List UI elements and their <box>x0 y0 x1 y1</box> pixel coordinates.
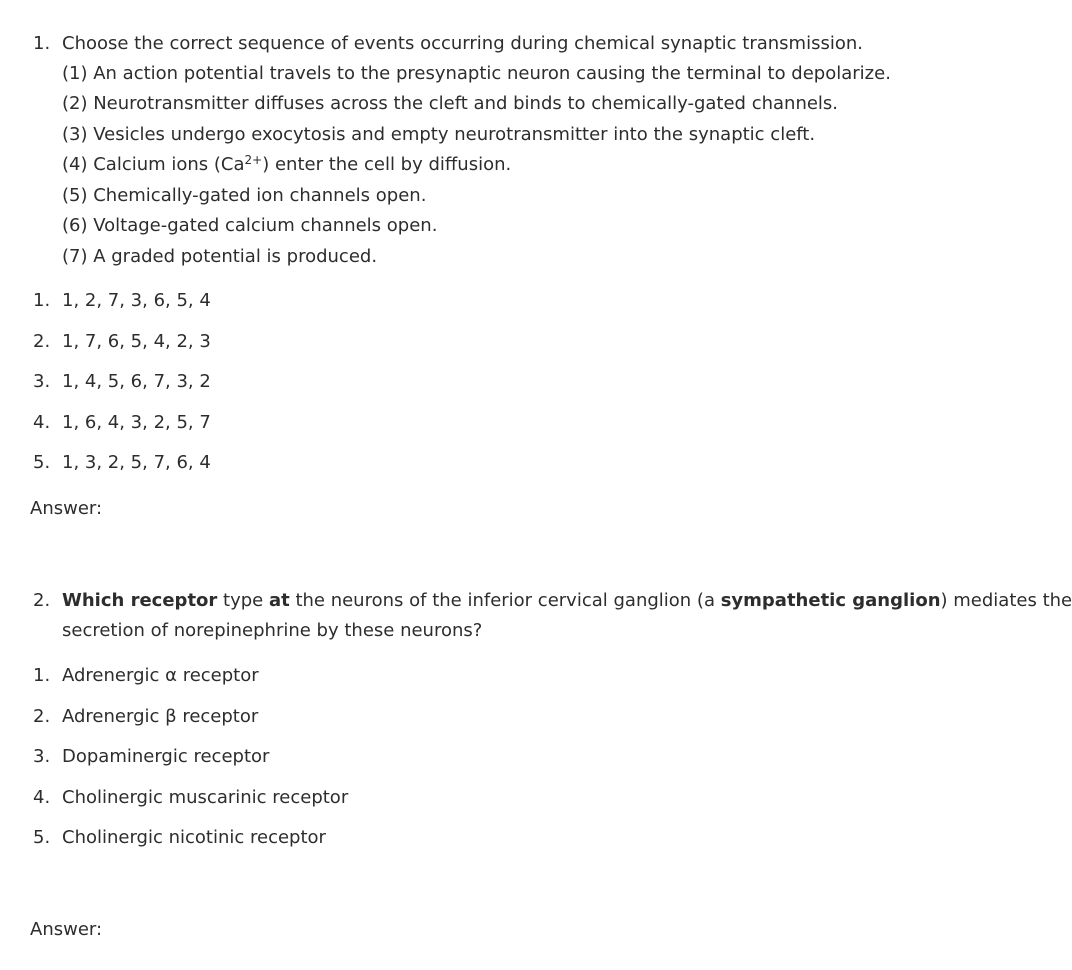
event-5: (5) Chemically-gated ion channels open. <box>62 185 427 206</box>
question-1-number: 1. <box>33 33 51 54</box>
q1-option-2[interactable]: 2. 1, 7, 6, 5, 4, 2, 3 <box>33 331 211 352</box>
event-2: (2) Neurotransmitter diffuses across the cleft and binds to chemically-gated channels. <box>62 93 839 114</box>
q2-answer-label: Answer: <box>30 919 103 940</box>
q2-option-5[interactable]: 5. Cholinergic nicotinic receptor <box>33 827 326 848</box>
question-1-text: Choose the correct sequence of events occurring during chemical synaptic transmission. <box>62 33 863 54</box>
event-4: (4) Calcium ions $(Ca^{2+})$ enter the cell by diffusion. <box>62 153 512 175</box>
question-2-prompt: 2. Which receptor type at the neurons of the inferior cervical ganglion (a sympathetic ganglion) mediates the <box>33 590 1072 611</box>
q2-option-1[interactable]: 1. Adrenergic α receptor <box>33 665 259 686</box>
q2-option-2[interactable]: 2. Adrenergic β receptor <box>33 706 259 727</box>
event-6: (6) Voltage-gated calcium channels open. <box>62 215 438 236</box>
question-2-number: 2. <box>33 590 51 611</box>
question-1-prompt <box>33 33 863 55</box>
event-1: (1) An action potential travels to the presynaptic neuron causing the terminal to depolarize. <box>62 63 891 84</box>
q2-option-4[interactable]: 4. Cholinergic muscarinic receptor <box>33 787 349 808</box>
event-7: (7) A graded potential is produced. <box>62 246 378 267</box>
q1-option-1[interactable]: 1. 1, 2, 7, 3, 6, 5, 4 <box>33 290 211 311</box>
q1-option-3[interactable]: 3. 1, 4, 5, 6, 7, 3, 2 <box>33 371 211 392</box>
event-3: (3) Vesicles undergo exocytosis and empty neurotransmitter into the synaptic cleft. <box>62 124 816 145</box>
q1-option-5[interactable]: 5. 1, 3, 2, 5, 7, 6, 4 <box>33 452 211 473</box>
q2-option-3[interactable]: 3. Dopaminergic receptor <box>33 746 270 767</box>
question-2-prompt-line2: secretion of norepinephrine by these neurons? <box>62 620 483 641</box>
q1-answer-label: Answer: <box>30 498 103 519</box>
q1-option-4[interactable]: 4. 1, 6, 4, 3, 2, 5, 7 <box>33 412 211 433</box>
